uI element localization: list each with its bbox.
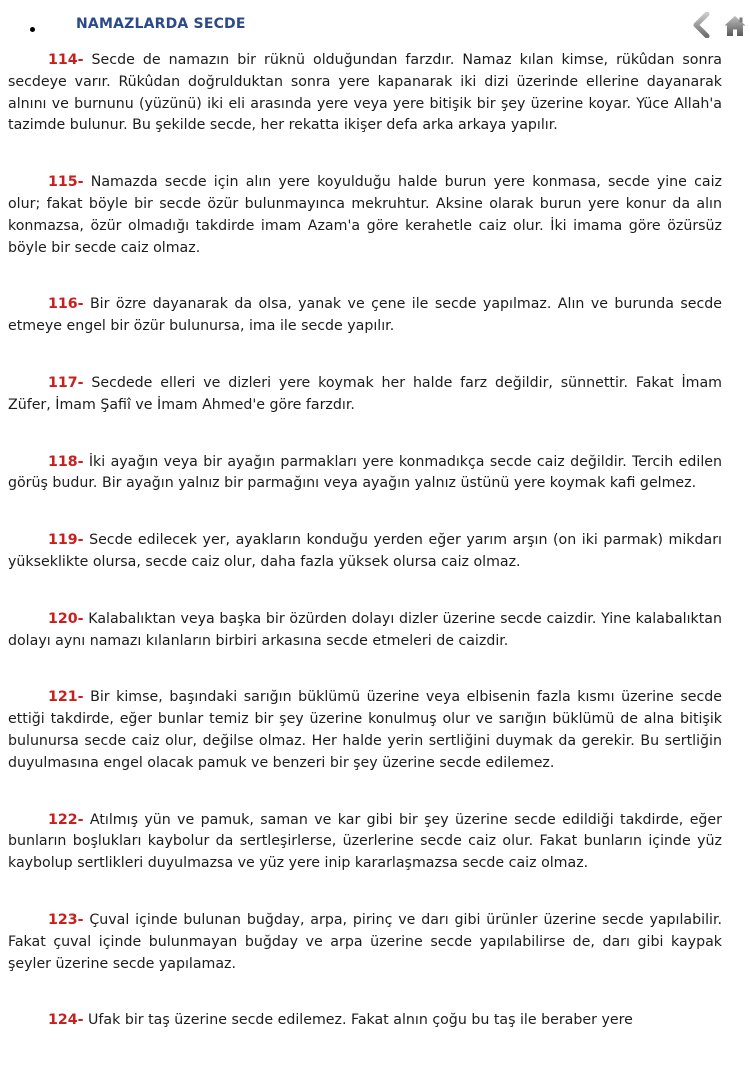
paragraph-119 xyxy=(8,530,722,574)
paragraph-117 xyxy=(8,373,722,417)
page-title: NAMAZLARDA SECDE xyxy=(76,16,246,32)
home-icon[interactable] xyxy=(723,14,747,38)
paragraph-number: 122- xyxy=(48,811,84,828)
chevron-left-icon[interactable] xyxy=(692,12,712,38)
paragraph-number: 116- xyxy=(48,296,84,313)
paragraph-116 xyxy=(8,294,722,338)
paragraph-text: Kalabalıktan veya başka bir özürden dolayı dizler üzerine secde caizdir. Yine kalabalıktan dolayı aynı namazı kılanların birbiri arkasına secde etmeleri de caizdir. xyxy=(8,610,722,649)
bullet-icon xyxy=(30,27,35,32)
paragraph-text: Secde edilecek yer, ayakların konduğu yerden eğer yarım arşın (on iki parmak) mikdarı yükseklikte olursa, secde caiz olur, daha fazla yüksek olursa caiz olmaz. xyxy=(8,532,722,570)
paragraph-number: 124- xyxy=(48,1012,84,1029)
paragraph-text: Secde de namazın bir rüknü olduğundan farzdır. Namaz kılan kimse, rükûdan sonra secdeye varır. Rükûdan doğrulduktan sonra yere kapanarak iki dizi üzerinde ellerine dayanarak alnını ve burnunu (yüzünü) iki eli arasında yere veya yere bitişik bir şey üzerine koyar. Yüce Allah'a tazimde bulunur. Bu şekilde secde, her rekatta ikişer defa arka arkaya yapılır. xyxy=(8,52,722,134)
paragraph-number: 123- xyxy=(48,911,84,928)
paragraph-number: 121- xyxy=(48,689,84,706)
paragraph-120 xyxy=(8,609,722,653)
paragraph-124 xyxy=(8,1010,722,1032)
paragraph-number: 115- xyxy=(48,174,84,191)
paragraph-114 xyxy=(8,50,722,137)
paragraph-text: Namazda secde için alın yere koyulduğu halde burun yere konmasa, secde yine caiz olur; fakat böyle bir secde özür bulunmayınca mekruhtur. Aksine olarak burun yere konur da alın konmazsa, özür olmadığı takdirde imam Azam'a göre kerahetle caiz olur. İki imama göre özürsüz böyle bir secde caiz olmaz. xyxy=(8,174,722,256)
page-header xyxy=(0,10,750,44)
paragraph-115 xyxy=(8,172,722,259)
paragraph-text: Çuval içinde bulunan buğday, arpa, pirinç ve darı gibi ürünler üzerine secde yapılabilir. Fakat çuval içinde bulunmayan buğday ve arpa üzerine secde yapılabilirse de, darı gibi kaypak şeyler üzerine secde yapılamaz. xyxy=(8,911,722,972)
paragraph-text: Atılmış yün ve pamuk, saman ve kar gibi bir şey üzerine secde edildiği takdirde, eğer bunların boşlukları kaybolur da sertleşirlerse, üzerlerine secde caiz olur. Fakat bunların içinde yüz kaybolup sertlikleri duyulmazsa ve yüz yere inip kararlaşmazsa secde caiz olmaz. xyxy=(8,811,722,872)
paragraph-text: Bir özre dayanarak da olsa, yanak ve çene ile secde yapılmaz. Alın ve burunda secde etmeye engel bir özür bulunursa, ima ile secde yapılır. xyxy=(8,296,722,335)
paragraph-text: İki ayağın veya bir ayağın parmakları yere konmadıkça secde caiz değildir. Tercih edilen görüş budur. Bir ayağın yalnız bir parmağını veya ayağın yalnız üstünü yere koymak kafi gelmez. xyxy=(8,453,722,492)
paragraph-number: 117- xyxy=(48,374,84,391)
paragraph-number: 120- xyxy=(48,610,84,627)
paragraph-text: Secdede elleri ve dizleri yere koymak her halde farz değildir, sünnettir. Fakat İmam Züfer, İmam Şafiî ve İmam Ahmed'e göre farzdır. xyxy=(8,374,722,413)
paragraph-number: 119- xyxy=(48,532,84,549)
paragraph-number: 118- xyxy=(48,453,84,470)
paragraph-121 xyxy=(8,687,722,774)
paragraph-122 xyxy=(8,810,722,875)
paragraph-number: 114- xyxy=(48,52,84,68)
paragraph-123 xyxy=(8,910,722,975)
paragraph-text: Ufak bir taş üzerine secde edilemez. Fakat alnın çoğu bu taş ile beraber yere xyxy=(83,1012,633,1029)
paragraph-text: Bir kimse, başındaki sarığın büklümü üzerine veya elbisenin fazla kısmı üzerine secde ettiği takdirde, eğer bunlar temiz bir şey üzerine konulmuş olur ve sarığın büklümü de alna bitişik bulunursa secde caiz olur, değilse olmaz. Her halde yerin sertliğini duymak da gerekir. Bu sertliğin duyulmasına engel olacak pamuk ve benzeri bir şey üzerine secde edilemez. xyxy=(8,689,722,771)
article-body xyxy=(8,50,722,1067)
paragraph-118 xyxy=(8,452,722,496)
